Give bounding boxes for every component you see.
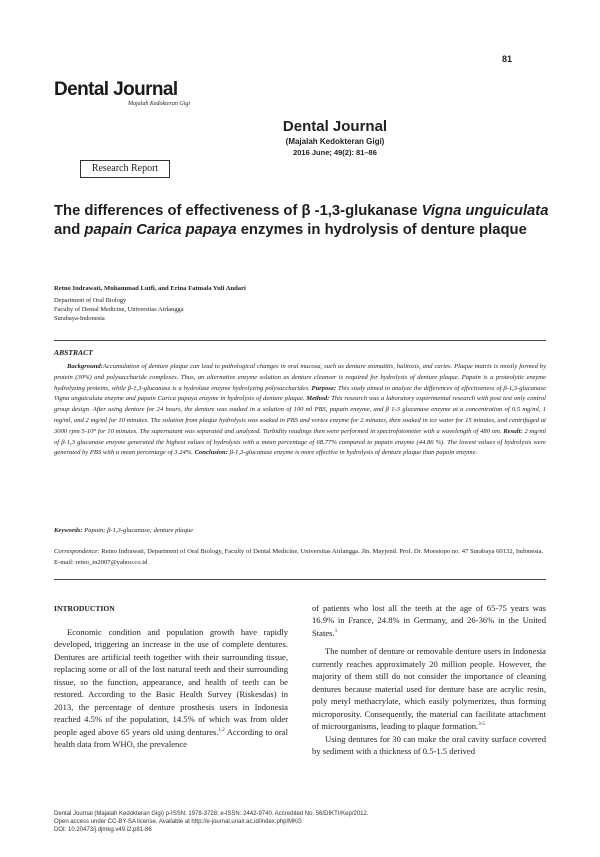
abstract-body — [54, 362, 546, 459]
paragraph — [312, 733, 546, 758]
footer-doi-link[interactable]: DOI: 10.20473/j.djmkg.v49.i2.p81-86 — [54, 827, 152, 833]
citation: 1,2 — [218, 727, 225, 733]
correspondence-label: Correspondence: — [54, 548, 100, 555]
affiliation-line: Surabaya-Indonesia — [54, 315, 105, 323]
article-type-label: Research Report — [80, 160, 170, 178]
abstract-conclusion: β-1,3-glucanase enzyme is more effective in hydrolysis of denture plaque than papain enzyme. — [227, 449, 478, 457]
paragraph — [312, 645, 546, 732]
paragraph-text: The number of denture or removable denture users in Indonesia currently reaches approximately 20 million people. However, the majority of them still do not consider the importance of cleaning dentures because material used for denture base are acrylic resin, poly metyl methacrylate, which easily polymerizes, thus forming microporosity. Consequently, the material can facilitate attachment of microorganisms, leading to plaque formation. — [312, 646, 546, 732]
title-species1: Vigna unguiculata — [421, 203, 549, 219]
abstract-label: Result: — [503, 427, 523, 435]
paragraph-text: of patients who lost all the teeth at the age of 65-75 years was 16.9% in France, 24.8% in Germany, and 26-36% in the United States. — [312, 603, 546, 638]
journal-logo — [54, 80, 190, 108]
abstract-label: Purpose: — [311, 384, 337, 392]
affiliation — [54, 296, 184, 324]
citation: 3-5 — [478, 722, 485, 728]
paragraph-text: Economic condition and population growth have rapidly developed, triggering an increase in the use of complete dentures. Dentures are artificial teeth together with their surrounding tissue, replacing some or all of the lost natural teeth and their surrounding tissue, so the function, appearance, and health of teeth can be restored. According to the Basic Health Survey (Riskesdas) in 2013, the percentage of denture prosthesis users in Indonesia reached 4.5% of the population, 14.5% of which was from older people aged above 65 years old using dentures. — [54, 627, 288, 737]
article-title — [54, 202, 554, 240]
abstract-label: Background: — [67, 363, 103, 370]
correspondence — [54, 547, 546, 569]
keywords-text: Papain; β-1,3-glucanase; denture plaque — [82, 527, 194, 534]
title-species2: papain Carica papaya — [84, 222, 237, 238]
keywords-label: Keywords: — [54, 527, 83, 534]
section-heading: INTRODUCTION — [54, 604, 115, 613]
paragraph-text: Using dentures for 30 can make the oral cavity surface covered by sediment with a thickness of 0.5-1.5 derived — [312, 733, 546, 756]
affiliation-line: Faculty of Dental Medicine, Universitas Airlangga — [54, 306, 184, 314]
correspondence-text: Retno Indrawati, Department of Oral Biology, Faculty of Dental Medicine, Universitas Airlangga. Jln. Mayjend. Prof. Dr. Moestopo no. 47 Surabaya 60132, Indonesia. E-mail: retno_in2007@yahoo.co.id — [54, 548, 544, 566]
abstract-result: 2 mg/ml of β-1,3 glucanase enzyme generated the highest values of hydrolysis with a mean percentage of 68.77% compared to papain enzyme (44.86 %). The lowest values of hydrolysis were generated by PBS with a mean percentage of 3.24%. — [54, 427, 546, 457]
page-number: 81 — [501, 54, 512, 64]
paragraph — [54, 626, 288, 751]
title-part2: and — [54, 222, 85, 238]
paragraph — [312, 602, 546, 639]
divider — [54, 340, 546, 341]
divider — [54, 579, 546, 580]
journal-header — [0, 117, 600, 158]
journal-issue: 2016 June; 49(2): 81–86 — [293, 148, 377, 157]
paragraph-text: According to oral health data from WHO, the prevalence — [54, 726, 288, 750]
title-part3: enzymes in hydrolysis of denture plaque — [236, 222, 527, 238]
authors: Retno Indrawati, Muhammad Lutfi, and Erina Fatmala Yuli Andari — [54, 285, 246, 292]
title-part1: The differences of effectiveness of β -1,3-glukanase — [54, 203, 422, 219]
page-footer — [54, 810, 369, 834]
body-column-left — [54, 626, 288, 751]
affiliation-line: Department of Oral Biology — [54, 297, 127, 304]
journal-title: Dental Journal — [282, 118, 388, 135]
abstract-purpose: This study aimed to analyze the differences of effectiveness of β-1,3-glucanase Vigna unguiculata enzyme and papain Carica papaya enzyme in hydrolysis of denture plaque. — [54, 384, 547, 403]
abstract-heading: ABSTRACT — [54, 348, 93, 357]
abstract-label: Method: — [306, 395, 330, 403]
logo-title: Dental Journal — [54, 79, 178, 100]
citation: 1 — [334, 628, 338, 634]
keywords — [54, 527, 193, 534]
body-column-right — [312, 602, 546, 757]
logo-subtitle: Majalah Kedokteran Gigi — [128, 101, 190, 107]
abstract-label: Conclusion: — [194, 449, 228, 457]
footer-line: Open access under CC-BY-SA license. Available at http://e-journal.unair.ac.id/index.php/MKG — [54, 819, 302, 825]
journal-subtitle: (Majalah Kedokteran Gigi) — [285, 137, 385, 146]
abstract-method: This research was a laboratory experimental research with post test only control group design. After using denture for 24 hours, the denture was soaked in a solution of 100 ml PBS, papain enzyme, and β 1-3 glucanase enzyme at a concentration of 0.5 mg/ml, 1 mg/ml, and 2 mg/ml for 10 minutes. The solution from plaque hydrolysis was soaked in PBS and vortex enzyme for 2 minutes, then soaked in ice water for 15 minutes, and centrifuged at 3000 rpm 5-10° for 10 minutes. The supernatant was separated and analyzed. Turbidity readings then were performed in spectrofotometer with a wavelength of 480 nm. — [54, 395, 547, 435]
footer-line: Dental Journal (Majalah Kedokteran Gigi) p-ISSN: 1978-3728; e-ISSN: 2442-9740. Accredited No. 56/DIKTI/Kep/2012. — [54, 811, 369, 817]
abstract-background: Accumulation of denture plaque can lead to pathological changes in oral mucosa, such as denture stomatitis, halitosis, and caries. Plaque matrix is mostly formed by protein (30%) and polysaccharide complexes. Thus, an alternative enzyme solution as denture cleanser is required for hydrolysis of denture plaque. Papain is a proteolytic enzyme hydrolyzing proteins, while β-1,3-glucanase is a hydrolase enzyme hydrolyzing polysaccharides. — [54, 363, 546, 392]
